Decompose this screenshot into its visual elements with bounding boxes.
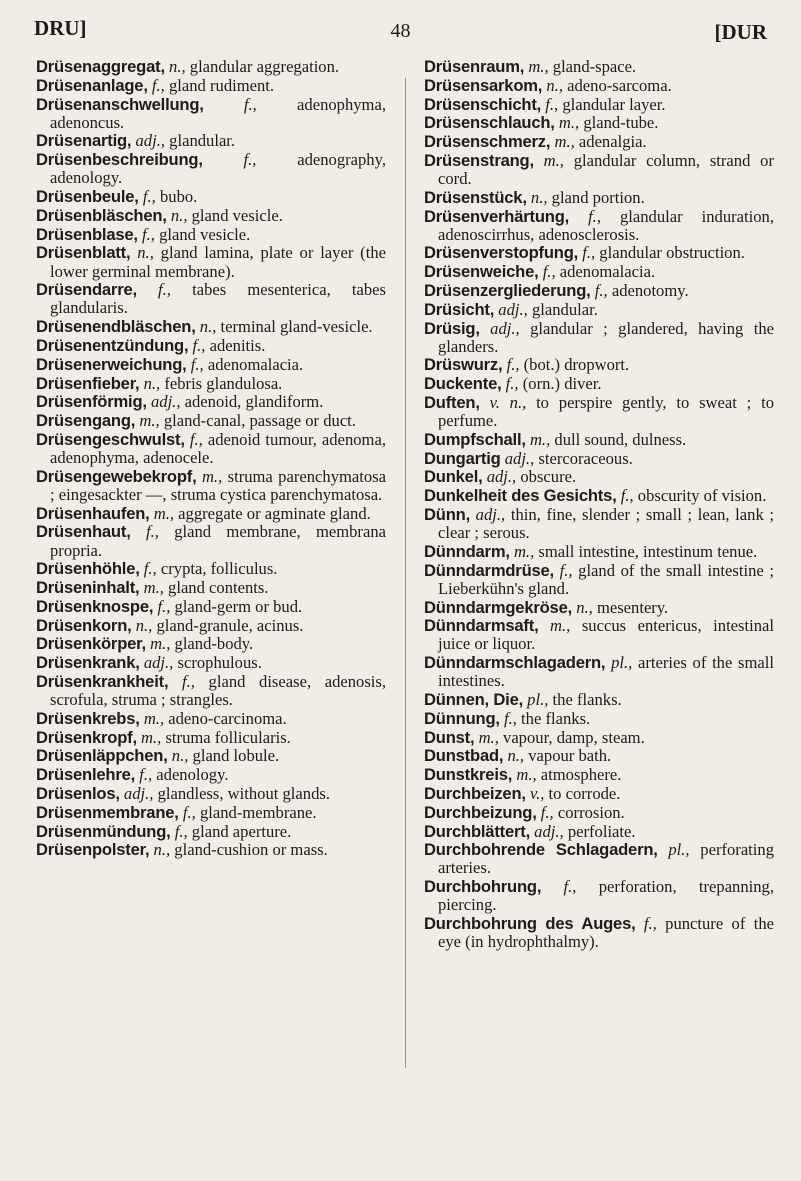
entry-part-of-speech: adj., [150,392,181,412]
dictionary-entry [36,673,386,709]
entry-definition: adenotomy. [611,281,689,300]
entry-definition: adeno-carcinoma. [168,708,287,728]
dictionary-entry [36,281,386,317]
entry-headword: Drüsenaggregat, [36,57,165,76]
entry-definition: gland lamina, plate or layer (the lower germinal membrane). [50,243,386,281]
entry-definition: to corrode. [548,783,621,803]
entry-definition: gland vesicle. [159,224,251,244]
entry-definition: obscurity of vision. [637,486,767,506]
entry-headword: Duckente, [424,374,502,394]
entry-definition: gland-space. [552,57,637,76]
entry-part-of-speech: f., [174,821,188,841]
entry-definition: adenomalacia. [207,354,304,374]
dictionary-entry [36,766,386,784]
entry-headword: Dunkel, [424,467,483,487]
entry-part-of-speech: m., [543,150,564,170]
entry-part-of-speech: f., [182,802,196,822]
entry-headword: Drüsenbeschreibung, [36,150,203,170]
entry-part-of-speech: m., [554,132,575,152]
entry-headword: Drüsenläppchen, [36,746,168,766]
entry-headword: Drüsenkrank, [36,653,140,673]
entry-definition: gland-tube. [583,113,659,133]
entry-headword: Drüsenknospe, [36,596,154,616]
entry-part-of-speech: m., [153,503,175,523]
dictionary-entry [424,320,774,356]
dictionary-entry [424,375,774,393]
entry-definition: gland-body. [174,634,254,654]
page-header [34,16,767,46]
entry-headword: Drüsenweiche, [424,262,539,282]
dictionary-entry [424,804,774,822]
dictionary-entry [424,301,774,319]
entry-definition: adenography, adenology. [50,150,386,188]
entry-headword: Drüswurz, [424,355,503,375]
entry-headword: Drüsenzergliederung, [424,281,591,300]
entry-definition: adenomalacia. [559,262,656,282]
entry-part-of-speech: m., [150,634,171,654]
entry-part-of-speech: m., [143,578,164,598]
entry-definition: gland vesicle. [191,205,283,225]
dictionary-entry [36,804,386,822]
dictionary-entry [36,841,386,859]
entry-part-of-speech: adj., [490,318,520,338]
page-number: 48 [390,20,411,42]
entry-part-of-speech: m., [139,411,160,431]
entry-part-of-speech: f., [145,522,159,542]
entry-part-of-speech: n., [137,243,154,263]
entry-definition: succus entericus, intestinal juice or liquor. [438,616,774,654]
entry-headword: Durchbohrende Schlagadern, [424,840,658,860]
entry-part-of-speech: f., [243,150,257,170]
entry-definition: gland-granule, acinus. [156,615,304,635]
entry-headword: Drüsenstrang, [424,150,534,170]
entry-definition: scrophulous. [177,653,262,673]
entry-part-of-speech: adj., [143,653,174,673]
entry-part-of-speech: n., [507,746,525,766]
entry-part-of-speech: n., [530,187,548,207]
entry-part-of-speech: m., [478,727,499,747]
right-column [424,58,774,952]
entry-part-of-speech: f., [190,354,204,374]
dictionary-entry [424,394,774,430]
entry-part-of-speech: f., [157,596,171,616]
entry-definition: gland aperture. [191,821,292,841]
entry-headword: Drüsenanschwellung, [36,94,204,114]
entry-headword: Drüsengewebekropf, [36,466,197,486]
entry-headword: Dungartig [424,448,501,468]
entry-headword: Durchblättert, [424,821,530,841]
entry-definition: thin, fine, slender ; small ; lean, lank ; clear ; serous. [438,505,774,543]
entry-definition: adenalgia. [578,132,647,152]
dictionary-entry [424,841,774,877]
entry-headword: Drüsenverhärtung, [424,206,570,226]
entry-part-of-speech: m., [529,429,551,449]
entry-definition: small intestine, intestinum tenue. [538,541,758,561]
dictionary-entry [36,77,386,95]
entry-headword: Drüsenbeule, [36,187,139,207]
entry-definition: glandular. [531,299,598,319]
entry-definition: vapour bath. [528,746,612,766]
dictionary-entry [424,710,774,728]
dictionary-entry [424,58,774,76]
entry-headword: Drüsenkörper, [36,634,146,654]
entry-headword: Drüsenschlauch, [424,113,555,133]
dictionary-entry [36,654,386,672]
entry-part-of-speech: adj., [475,505,506,524]
entry-definition: to perspire gently, to sweat ; to perfume. [438,393,774,431]
entry-definition: stercoraceous. [538,448,633,468]
dictionary-entry [36,505,386,523]
dictionary-entry [424,77,774,95]
entry-part-of-speech: adj., [486,467,517,487]
entry-headword: Drüsenmündung, [36,821,171,841]
entry-definition: (orn.) diver. [522,374,602,394]
dictionary-entry [424,617,774,653]
entry-headword: Drüsenhöhle, [36,559,140,579]
dictionary-entry [424,487,774,505]
entry-part-of-speech: f., [582,243,596,263]
entry-headword: Dunstbad, [424,746,504,766]
entry-headword: Drüsendarre, [36,280,137,300]
dictionary-entry [36,523,386,559]
entry-headword: Drüsenschmerz, [424,132,551,152]
entry-part-of-speech: f., [143,559,157,579]
dictionary-entry [424,208,774,244]
dictionary-entry [36,337,386,355]
entry-definition: perforation, trepanning, piercing. [438,877,775,915]
dictionary-entry [424,450,774,468]
entry-definition: glandular column, strand or cord. [438,150,774,188]
dictionary-entry [36,823,386,841]
entry-definition: gland-membrane. [199,802,317,822]
entry-headword: Drüsenblatt, [36,243,131,263]
entry-headword: Drüsenerweichung, [36,354,187,374]
running-head-right: [DUR [714,20,767,44]
entry-definition: gland of the small intestine ; Lieberkühn's gland. [438,560,774,598]
dictionary-entry [424,133,774,151]
entry-headword: Drüsenkropf, [36,727,137,747]
entry-definition: glandular ; glandered, having the glanders. [438,318,774,356]
dictionary-entry [36,151,386,187]
entry-headword: Durchbeizung, [424,802,537,822]
entry-part-of-speech: f., [588,206,601,226]
running-head-left: DRU] [34,16,87,40]
dictionary-entry [424,468,774,486]
entry-part-of-speech: m., [528,57,549,76]
entry-part-of-speech: m., [141,727,162,747]
entry-definition: gland lobule. [192,746,280,766]
entry-part-of-speech: f., [505,374,519,394]
entry-part-of-speech: f., [139,765,153,785]
entry-part-of-speech: adj., [534,821,564,841]
entry-headword: Dumpfschall, [424,429,526,449]
entry-part-of-speech: f., [545,94,559,114]
dictionary-entry [424,543,774,561]
entry-definition: glandular induration, adenoscirrhus, adenosclerosis. [438,206,774,244]
entry-headword: Drüsenblase, [36,224,138,244]
entry-definition: gland-germ or bud. [174,596,303,616]
dictionary-entry [424,823,774,841]
entry-headword: Drüsenkrebs, [36,708,140,728]
dictionary-entry [36,244,386,280]
entry-part-of-speech: n., [169,57,186,76]
entry-part-of-speech: m., [143,708,165,728]
entry-headword: Drüsenmembrane, [36,802,179,822]
entry-definition: perfoliate. [567,821,636,841]
entry-headword: Drüsenschicht, [424,94,542,114]
entry-part-of-speech: adj., [498,299,528,319]
entry-definition: glandular aggregation. [189,57,340,76]
entry-part-of-speech: n., [143,373,161,393]
entry-headword: Drüsenlehre, [36,765,136,785]
dictionary-entry [36,617,386,635]
dictionary-entry [36,747,386,765]
entry-headword: Drüsenbläschen, [36,205,167,225]
entry-headword: Dunstkreis, [424,765,513,785]
entry-part-of-speech: f., [158,280,171,300]
dictionary-entry [36,598,386,616]
entry-part-of-speech: f., [563,877,577,897]
dictionary-entry [424,691,774,709]
dictionary-entry [424,878,774,914]
dictionary-entry [424,431,774,449]
dictionary-entry [36,579,386,597]
entry-headword: Drüsenförmig, [36,392,147,412]
dictionary-entry [36,710,386,728]
entry-definition: corrosion. [557,802,625,822]
entry-definition: tabes mesenterica, tabes glandularis. [50,280,386,318]
entry-part-of-speech: f., [189,429,203,449]
entry-part-of-speech: pl., [668,840,690,860]
entry-part-of-speech: f., [594,281,608,300]
entry-headword: Drüsig, [424,318,480,338]
entry-part-of-speech: n., [135,615,153,635]
entry-part-of-speech: f., [243,94,257,114]
entry-part-of-speech: m., [513,541,535,561]
entry-headword: Drüsengang, [36,411,136,431]
entry-headword: Dunst, [424,727,475,747]
dictionary-entry [424,96,774,114]
entry-headword: Dünndarmschlagadern, [424,653,606,673]
entry-headword: Drüseninhalt, [36,578,140,598]
dictionary-entry [424,152,774,188]
entry-definition: dull sound, dulness. [554,429,687,449]
entry-part-of-speech: adj., [123,783,154,803]
dictionary-entry [36,132,386,150]
entry-headword: Drüsenverstopfung, [424,243,579,263]
entry-part-of-speech: f., [503,708,517,728]
dictionary-entry [424,785,774,803]
entry-headword: Drüsenhaut, [36,522,131,542]
entry-definition: gland portion. [551,187,645,207]
entry-part-of-speech: v. n., [489,393,527,412]
entry-headword: Durchbeizen, [424,783,526,803]
entry-headword: Drüsenfieber, [36,373,140,393]
entry-headword: Duften, [424,393,480,412]
column-divider [405,78,406,1068]
entry-definition: the flanks. [521,708,591,728]
entry-part-of-speech: f., [142,187,156,207]
entry-definition: febris glandulosa. [164,373,283,393]
entry-part-of-speech: m., [550,616,571,636]
dictionary-entry [36,58,386,76]
entry-headword: Durchbohrung, [424,877,542,897]
dictionary-entry [36,188,386,206]
entry-part-of-speech: pl., [611,653,633,673]
entry-headword: Drüsenhaufen, [36,503,150,523]
entry-headword: Drüsensarkom, [424,75,543,95]
entry-part-of-speech: n., [171,746,189,766]
entry-part-of-speech: m., [558,113,580,133]
entry-headword: Drüsenendbläschen, [36,317,196,337]
entry-definition: gland-cushion or mass. [174,840,328,860]
dictionary-entry [36,96,386,132]
entry-headword: Drüsenkrankheit, [36,671,169,691]
entry-definition: gland contents. [168,578,269,598]
dictionary-entry [36,412,386,430]
dictionary-entry [36,393,386,411]
entry-definition: adenoid, glandiform. [184,392,324,412]
entry-part-of-speech: pl., [527,690,549,710]
dictionary-entry [424,356,774,374]
entry-headword: Dünnen, Die, [424,690,524,710]
dictionary-entry [36,468,386,504]
entry-part-of-speech: f., [559,560,573,580]
entry-definition: perforating arteries. [438,840,774,878]
entry-headword: Drüsengeschwulst, [36,429,185,449]
entry-part-of-speech: f., [540,802,554,822]
entry-part-of-speech: f., [506,355,520,375]
dictionary-entry [36,560,386,578]
entry-part-of-speech: f., [620,486,634,506]
entry-definition: glandular. [169,131,236,151]
entry-part-of-speech: m., [516,765,537,785]
entry-definition: adenophyma, adenoncus. [50,94,386,132]
entry-part-of-speech: adj., [135,131,166,151]
entry-part-of-speech: adj., [504,448,535,468]
entry-definition: gland membrane, membrana propria. [50,522,386,560]
dictionary-entry [36,431,386,467]
dictionary-entry [36,375,386,393]
entry-definition: gland disease, adenosis, scrofula, struma ; strangles. [50,671,387,710]
entry-headword: Drüsenkorn, [36,615,132,635]
dictionary-entry [36,729,386,747]
dictionary-entry [424,654,774,690]
entry-headword: Drüsenraum, [424,57,525,76]
entry-definition: glandular layer. [562,94,666,114]
entry-headword: Drüsenentzündung, [36,335,189,355]
entry-part-of-speech: n., [576,597,593,617]
entry-part-of-speech: f., [141,224,155,244]
entry-definition: crypta, folliculus. [160,559,278,579]
entry-headword: Dunkelheit des Gesichts, [424,486,617,506]
entry-headword: Dünndarmdrüse, [424,560,554,580]
dictionary-entry [36,785,386,803]
dictionary-entry [36,356,386,374]
entry-definition: aggregate or agminate gland. [178,503,371,523]
entry-headword: Dünn, [424,505,471,524]
entry-definition: the flanks. [552,690,622,710]
dictionary-entry [36,226,386,244]
entry-headword: Dünndarm, [424,541,510,561]
dictionary-entry [36,207,386,225]
entry-definition: atmosphere. [540,765,622,785]
dictionary-entry [424,599,774,617]
entry-definition: adenology. [156,765,229,785]
entry-part-of-speech: m., [201,466,223,486]
entry-part-of-speech: f., [151,75,165,95]
dictionary-entry [424,282,774,300]
entry-headword: Dünndarmgekröse, [424,597,573,617]
dictionary-entry [424,244,774,262]
dictionary-entry [424,747,774,765]
entry-part-of-speech: n., [153,840,171,860]
dictionary-entry [424,189,774,207]
entry-part-of-speech: n., [199,317,217,337]
entry-definition: gland-canal, passage or duct. [163,411,356,431]
entry-definition: gland rudiment. [168,75,275,95]
entry-headword: Drüsenartig, [36,131,132,151]
dictionary-entry [36,318,386,336]
dictionary-entry [424,506,774,542]
entry-definition: adeno-sarcoma. [567,75,672,95]
entry-definition: struma parenchymatosa ; eingesackter —, struma cystica parenchymatosa. [50,466,386,504]
entry-part-of-speech: f., [192,335,206,355]
entry-definition: glandless, without glands. [157,783,330,803]
entry-definition: vapour, damp, steam. [503,727,645,747]
entry-part-of-speech: n., [546,75,563,95]
entry-definition: adenoid tumour, adenoma, adenophyma, adenocele. [50,429,386,467]
dictionary-entry [424,562,774,598]
entry-headword: Drüsicht, [424,299,495,319]
dictionary-entry [424,263,774,281]
entry-definition: obscure. [520,467,577,487]
entry-part-of-speech: v., [529,783,545,803]
dictionary-entry [424,114,774,132]
entry-part-of-speech: f., [182,671,195,691]
entry-part-of-speech: f., [542,262,556,282]
entry-headword: Dünndarmsaft, [424,616,539,636]
entry-definition: puncture of the eye (in hydrophthalmy). [438,914,774,952]
entry-definition: struma follicularis. [165,727,291,747]
entry-definition: glandular obstruction. [599,243,745,263]
entry-definition: arteries of the small intestines. [438,653,774,691]
entry-definition: (bot.) dropwort. [523,355,630,375]
left-column [36,58,386,860]
dictionary-entry [424,915,774,951]
entry-headword: Durchbohrung des Auges, [424,914,636,934]
entry-headword: Dünnung, [424,708,500,728]
entry-definition: adenitis. [209,335,266,355]
entry-definition: bubo. [159,187,198,207]
entry-headword: Drüsenlos, [36,783,120,803]
entry-part-of-speech: n., [170,205,188,225]
entry-headword: Drüsenpolster, [36,840,150,860]
entry-definition: mesentery. [596,597,669,617]
entry-headword: Drüsenstück, [424,187,527,207]
dictionary-entry [36,635,386,653]
entry-headword: Drüsenanlage, [36,75,148,95]
dictionary-entry [424,729,774,747]
entry-definition: terminal gland-vesicle. [220,317,373,337]
dictionary-entry [424,766,774,784]
entry-part-of-speech: f., [643,914,657,934]
